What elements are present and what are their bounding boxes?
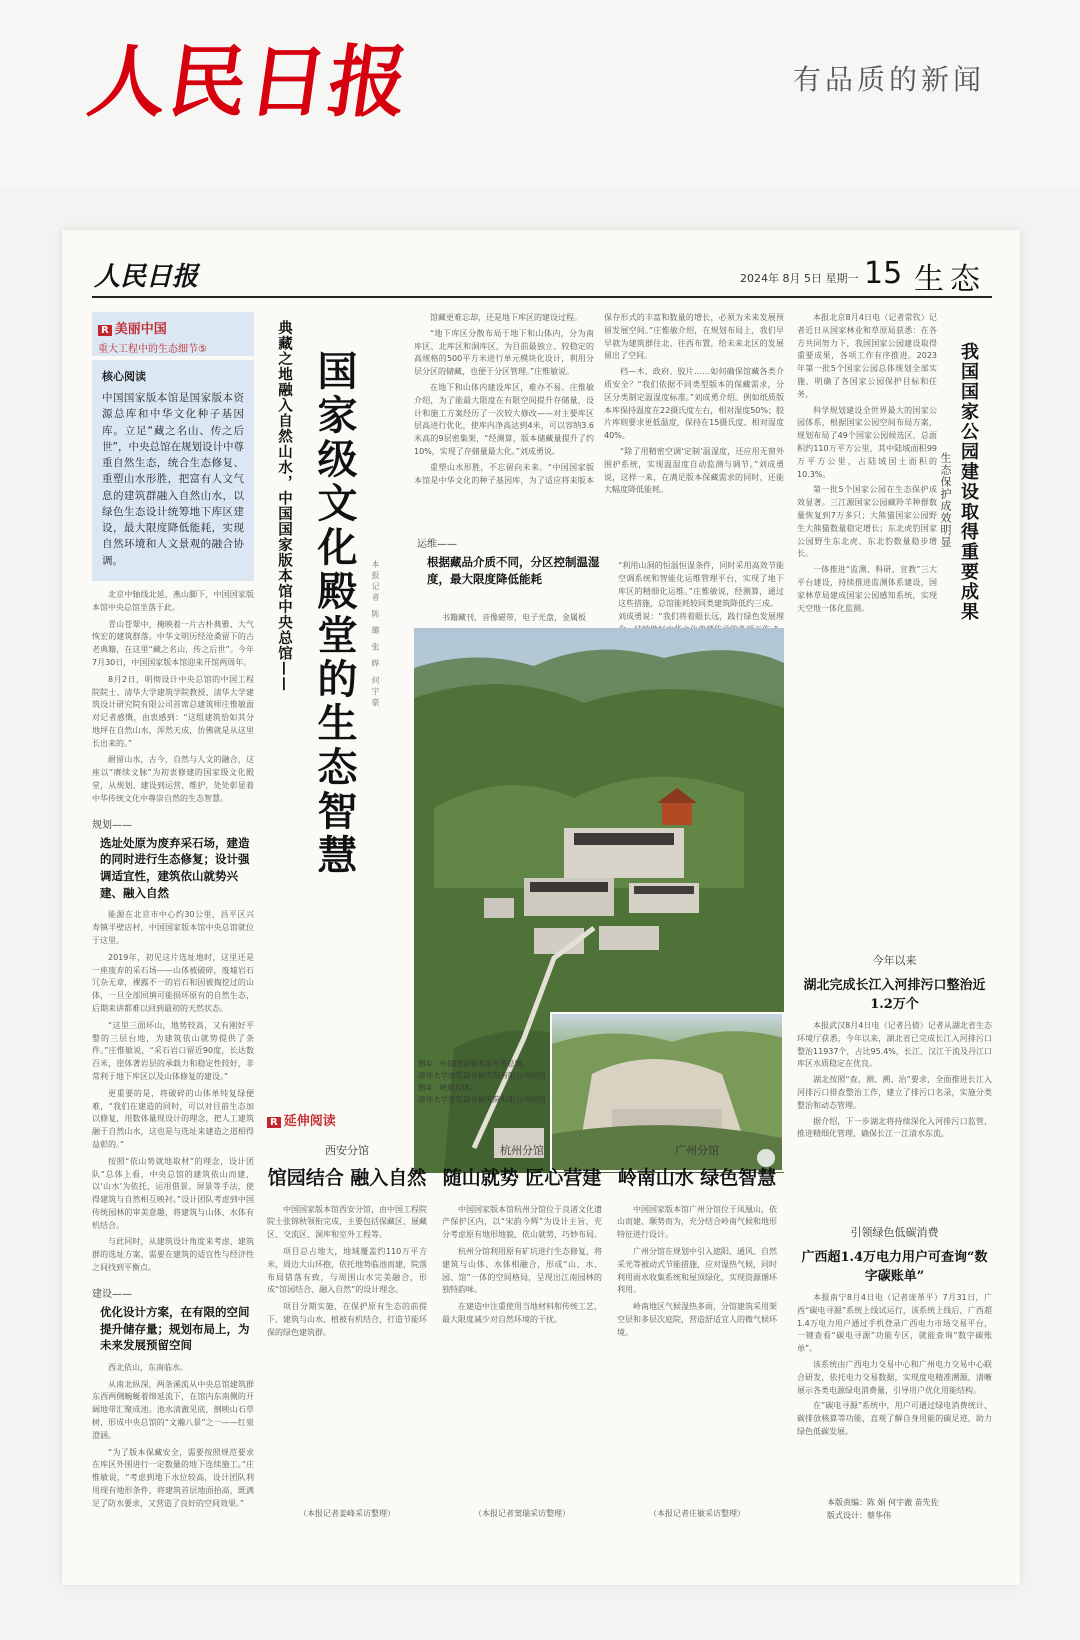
subhead-build: 优化设计方案，在有限的空间提升储存量；规划布局上，为未来发展预留空间 <box>100 1304 250 1353</box>
caption-line: 清华大学建筑设计研究院有限公司供图 <box>418 1095 546 1104</box>
banner-slogan: 有品质的新闻 <box>792 63 985 96</box>
ext-title: 馆园结合 融入自然 <box>267 1167 427 1189</box>
national-park-headline: 我国国家公园建设取得重要成果 <box>958 342 979 622</box>
extended-column-guangzhou <box>617 1142 777 1519</box>
article-body-2 <box>92 909 254 1275</box>
national-park-body <box>797 312 937 912</box>
hubei-body <box>797 1020 992 1255</box>
ext-credit: （本报记者庄敏采访整理） <box>649 1508 745 1518</box>
paragraph: 岭南地区气候湿热多雨，分馆建筑采用架空层和多层次庭院，营造舒适宜人的微气候环境。 <box>617 1302 777 1337</box>
series-title-text: 美丽中国 <box>114 322 167 337</box>
right-column <box>797 312 992 1552</box>
article-body-3 <box>92 1362 254 1511</box>
paragraph: 一体推进“监测、科研、宣教”三大平台建设，持续推进监测体系建设，国家林草局建成国家公园感知系统，实现天空地一体化监测。 <box>797 565 937 613</box>
subhead-op: 根据藏品介质不同，分区控制温湿度，最大限度降低能耗 <box>427 555 600 586</box>
pull-quote-op <box>417 535 607 587</box>
paragraph: 青山苍翠中，掩映着一片古朴典雅、大气恢宏的建筑群落。中华文明历经沧桑留下的古老典籍，在这里“藏之名山，传之后世”。今年7月30日，中国国家版本馆迎来开馆两周年。 <box>92 619 254 667</box>
extended-column-xian <box>267 1142 427 1519</box>
extended-column-hangzhou <box>442 1142 602 1519</box>
guangxi-article <box>797 1224 992 1512</box>
ext-title: 岭南山水 绿色智慧 <box>617 1167 777 1189</box>
paragraph: 在建造中注重使用当地材料和传统工艺，最大限度减少对自然环境的干扰。 <box>442 1302 602 1325</box>
article-headline: 国家级文化殿堂的生态智慧 <box>311 350 358 878</box>
hubei-kicker: 今年以来 <box>872 954 917 967</box>
banner-logo: 人民日报 <box>82 37 416 128</box>
section-label-build: 建设—— <box>92 1288 132 1300</box>
paragraph: 从南北纵深，两条溪流从中央总馆建筑群东西两侧蜿蜒着绵延流下，在馆内东南侧的开阔地带汇聚成池。池水清澈见底，倒映山石草树，形成中央总馆的“文瀚八景”之一——红泉澄涵。 <box>92 1379 254 1440</box>
paragraph: 中国国家版本馆杭州分馆位于良渚文化遗产保护区内，以“宋韵今辉”为设计主旨，充分考虑原有地形地貌，依山就势，巧妙布局。 <box>442 1204 602 1240</box>
extended-reading-title: 延伸阅读 <box>283 1114 336 1129</box>
paragraph: “这里三面环山，地势较高，又有刚好平整的三层台地，为建筑依山就势提供了条件。”庄惟敏说，“采石岩口留近90度，长达数百米，崖体著岩层的承载力和稳定性较好，非常利于地下库区以及山体修复的建设。” <box>92 1020 254 1081</box>
ext-body <box>442 1204 602 1504</box>
middle-body <box>414 312 784 557</box>
article-subtitle: 典藏之地融入自然山水，中国国家版本馆中央总馆—— <box>276 320 293 692</box>
paragraph: “地下库区分散布局于地下和山体内，分为南库区、北库区和洞库区，为目前最独立、较稳定的高规格的500平方米进行单元模块化设计，利用分层分区的储藏，也便于分区管理。”庄惟敏说。 <box>414 328 594 377</box>
guangxi-kicker: 引领绿色低碳消费 <box>850 1226 939 1239</box>
page-header <box>92 252 992 298</box>
page-number: 15 <box>864 256 903 291</box>
paragraph: 能源在北京市中心约30公里，昌平区兴寿镇半壁店村，中国国家版本馆中央总馆就位于这里。 <box>92 910 254 945</box>
caption-line: 图①：中国国家版本馆中央总馆。 <box>418 1059 530 1068</box>
page-section: 生态 <box>914 262 986 297</box>
paragraph: 在地下和山体内建设库区，难办不易。庄惟敏介绍，为了能最大限度在有限空间提升存储量，设计和施工方案经历了一次较大修改——对主要库区层高进行优化，使库内净高达到4米，可以容纳3.6米高的9层密集架，“经测算，版本储藏量提升了约10%，实现了存储量最大化。”刘成勇说。 <box>414 382 594 456</box>
section-label-plan: 规划—— <box>92 819 132 831</box>
paragraph: 本报北京8月4日电（记者常钦）记者近日从国家林业和草原局获悉：在各方共同努力下，我国国家公园建设取得重要成果，各项工作有序推进。2023年第一批5个国家公园总体规划全部实施，明确了各国家公园保护目标和任务。 <box>797 313 937 399</box>
ext-body <box>617 1204 777 1504</box>
paragraph: 在“碳电寻源”系统中，用户可通过绿电消费统计、碳排放核算等功能，直观了解自身用能的碳足迹，助力绿色低碳发展。 <box>797 1401 992 1436</box>
paragraph: 刘成勇说：“我们将着眼长远，践行绿色发展理 <box>618 612 784 622</box>
ext-label: 西安分馆 <box>325 1144 369 1157</box>
paragraph: 科学规划建设全世界最大的国家公园体系，根据国家公园空间布局方案，规划布局了49个国家公园候选区，总面积约110万平方公里，其中陆域面积99万平方公里，占陆域国土面积的10.3%。 <box>797 405 937 479</box>
paragraph: 更重要的是，将破碎的山体单纯复绿便难，“我们在建造的同时，可以对目前生态加以修复，用数体量现设计的理念，把人工建筑融于自然山水，这也是与选址来建造之道相得益彰的。” <box>92 1088 254 1149</box>
subhead-plan: 选址处原为废弃采石场，建造的同时进行生态修复；设计强调适宜性，建筑依山就势兴建、融入自然 <box>100 835 250 900</box>
paragraph: 按照“依山势就地取材”的理念，设计团队“总体上看，中央总馆的建筑依山而建，以‘山水’为依托，运用借景、屏景等手法，使得建筑与自然相互映衬。”设计团队考虑到中国传统园林的审美意趣，将建筑与山体、水体有机结合。 <box>92 1156 254 1230</box>
paragraph: 项目分期实施，在保护原有生态的前提下，建筑与山水、植被有机结合，打造节能环保的绿色建筑群。 <box>267 1302 427 1337</box>
paragraph: “为了版本保藏安全，需要按照规范要求在库区外围进行一定数量的地下连续施工。”庄惟敏说，“考虑到地下水位较高，设计团队利用现有地形条件，将建筑首层地面抬高，既满足了防水要求，又营造了良好的空间效果。” <box>92 1447 254 1508</box>
hubei-article <box>797 952 992 1255</box>
paragraph: 2019年，初见这片选址地时，这里还是一座废弃的采石场——山体被破碎，废墟岩石冗杂无章，裸露不一的岩石和因被掏挖过的山体，一旦全部回填可能损坏原有的自然生态，后期来讲都难以回到最初的天然状态。 <box>92 952 254 1013</box>
paragraph: 西北依山，东南临水。 <box>108 1362 188 1372</box>
paragraph: 中国国家版本馆广州分馆位于凤凰山，依山而建、顺势而为，充分结合岭南气候和地形特征进行设计。 <box>617 1204 777 1240</box>
article-body-1 <box>92 589 254 806</box>
left-column <box>92 312 254 1552</box>
guangxi-body <box>797 1292 992 1512</box>
paragraph: 本报武汉8月4日电（记者吕倩）记者从湖北省生态环境厅获悉，今年以来，湖北省已完成长江入河排污口整治11937个，占比95.4%，长江、汉江干流及丹江口库区水质稳定在优良。 <box>797 1021 992 1069</box>
series-title <box>98 318 248 337</box>
r-mark-icon: R <box>267 1117 281 1128</box>
paragraph: 广州分馆在规划中引入遮阳、通风、自然采光等被动式节能措施，应对湿热气候，同时利用雨水收集系统和屋顶绿化，实现资源循环利用。 <box>617 1247 777 1295</box>
photo-caption <box>418 1058 548 1106</box>
guangxi-headline: 广西超1.4万电力用户可查询“数字碳账单” <box>801 1250 988 1284</box>
paragraph: 重塑山水形胜，不忘留向未来。“中国国家版本馆是中华文化的种子基因库，为了适应将来版本保存形式的丰富和数量的增长，必须为未来发展预留发展空间。”庄惟敏介绍，在规划布局上，我们早早就为建筑群往北、往西布置，给未来北区的发展留出了空间。 <box>414 313 784 485</box>
series-box <box>92 312 254 356</box>
ext-credit: （本报记者窦瑞采访整理） <box>474 1508 570 1518</box>
ext-label: 杭州分馆 <box>500 1144 544 1157</box>
newspaper-page <box>62 230 1020 1585</box>
paragraph: 档—木、政府、胶片……如何确保馆藏各类介质安全？“我们依据不同类型版本的保藏需求，分区分类制定温湿度标准。”刘成勇介绍。例如纸质版本库保持温度在22摄氏度左右，相对湿度50%；胶片库则要求更低温度，保持在15摄氏度、相对湿度40%。 <box>604 367 784 441</box>
paragraph: 据介绍，下一步湖北将持续深化入河排污口监管，推进精细化管理，确保长江一江清水东流。 <box>797 1116 992 1139</box>
paragraph: 本报南宁8月4日电（记者庞革平）7月31日，广西“碳电寻源”系统上线试运行，该系统上线后，广西超1.4万电力用户通过手机登录广西电力市场交易平台，一键查看“碳电寻源”功能专区，就能查询“数字碳账单”。 <box>797 1293 992 1354</box>
banner <box>0 0 1080 190</box>
paragraph: 项目总占地大，地域覆盖约110万平方米，周边大山环抱，依托地势临池而建，院落布局错落有致，与周围山水完美融合，形成“馆园结合、融入自然”的设计理念。 <box>267 1247 427 1295</box>
r-mark-icon: R <box>98 325 112 336</box>
page-editor-credits: 本版责编：陈 娟 何宇澈 苗先佐 版式设计：蔡华伟 <box>827 1498 939 1520</box>
extended-reading-header <box>267 1110 336 1129</box>
article-byline: 本报记者 陈 璐 张 晔 何宇豪 <box>371 560 380 709</box>
caption-line: 清华大学建筑设计研究院有限公司供图 <box>418 1071 546 1080</box>
national-park-subtitle: 生态保护成效明显 <box>939 452 952 548</box>
paragraph: 8月2日，明彻设计中央总馆的中国工程院院士、清华大学建筑学院教授、清华大学建筑设计研究院有限公司首席总建筑师庄惟敏面对记者感慨，由衷感到：“这组建筑恰如其分地坪在自然山水，浑然天成，仿佛就是从这里长出来的。” <box>92 674 254 748</box>
hubei-headline: 湖北完成长江入河排污口整治近1.2万个 <box>803 978 986 1012</box>
paragraph: 耐留山水，古今，自然与人文的融合，这座以“赓续文脉”为初衷修建的国家级文化殿堂，从规划、建设到运营、维护，处处彰显着中华传统文化中尊崇自然的生态智慧。 <box>92 755 254 803</box>
paragraph: “除了用精密空调‘定制’温湿度，还应用无窗外围护系统，实现温湿度自动监测与调节。”刘成勇说，这样一来，在满足版本保藏需求的同时，还能大幅度降低能耗。 <box>604 446 784 495</box>
paragraph: 中国国家版本馆西安分馆，由中国工程院院士张锦秋领衔完成，主要包括保藏区、展藏区、交流区、洞库和室外工程等。 <box>267 1204 427 1240</box>
caption-line: 图②：峡地岩体。 <box>418 1083 478 1092</box>
series-subtitle: 重大工程中的生态细节⑤ <box>98 344 207 355</box>
page-header-logo: 人民日报 <box>94 262 199 292</box>
paragraph: 湖北按照“查、测、溯、治”要求，全面推进长江入河排污口排查整治工作，建立了排污口名录，实施分类整治和动态管理。 <box>797 1075 992 1110</box>
ext-credit: （本报记者姜峰采访整理） <box>299 1508 395 1518</box>
paragraph: 该系统由广西电力交易中心和广州电力交易中心联合研发，依托电力交易数据，实现度电精准溯源，清晰展示各类电源绿电消费量，引导用户优化用能结构。 <box>797 1359 992 1395</box>
section-label-op: 运维—— <box>417 539 457 550</box>
ext-label: 广州分馆 <box>675 1144 719 1157</box>
core-reading-text: 中国国家版本馆是国家版本资源总库和中华文化种子基因库。立足“藏之名山、传之后世”，中央总馆在规划设计中尊重自然生态，统合生态修复、重塑山水形胜，把富有人文气息的建筑群融入自然山水，以绿色生态设计统筹地下库区建设，最大限度降低能耗，实现自然环境和人文景观的融合协调。 <box>102 392 244 567</box>
ext-body <box>267 1204 427 1504</box>
paragraph: 北京中轴线北延，燕山脚下，中国国家版本馆中央总馆坐落于此。 <box>92 589 254 612</box>
core-reading-title: 核心阅读 <box>102 370 146 383</box>
paragraph: 第一批5个国家公园在生态保护成效显著。三江源国家公园藏羚羊种群数量恢复到7万多只；大熊猫国家公园野生大熊猫数量稳定增长；东北虎豹国家公园野生东北虎、东北豹数量稳步增长。 <box>797 485 937 559</box>
page-date: 2024年 8月 5日 星期一 <box>740 272 859 285</box>
core-reading-box <box>92 360 254 581</box>
paragraph: 与此同时，从建筑设计角度来考虑，建筑群的选址方案，需要在建筑的适宜性与经济性之间找到平衡点。 <box>92 1237 254 1273</box>
photo-label-top: 书籍藏刊，音像磁带，电子光盘，金属板 <box>442 613 586 622</box>
paragraph: 杭州分馆利用原有矿坑进行生态修复，将建筑与山体、水体相融合，形成“山、水、园、馆”一体的空间格局，呈现出江南园林的独特韵味。 <box>442 1247 602 1295</box>
paragraph: 馆藏更难忘却，还是地下库区的建设过程。 <box>430 313 582 322</box>
paragraph: “利用山洞的恒温恒湿条件，同时采用高效节能空调系统和智能化运维管理平台，实现了地下库区的精细化运维。”庄惟敏说，经测算，通过这些措施，总馆能耗较同类建筑降低约三成。 <box>618 561 784 609</box>
ext-title: 随山就势 匠心营建 <box>442 1167 602 1189</box>
